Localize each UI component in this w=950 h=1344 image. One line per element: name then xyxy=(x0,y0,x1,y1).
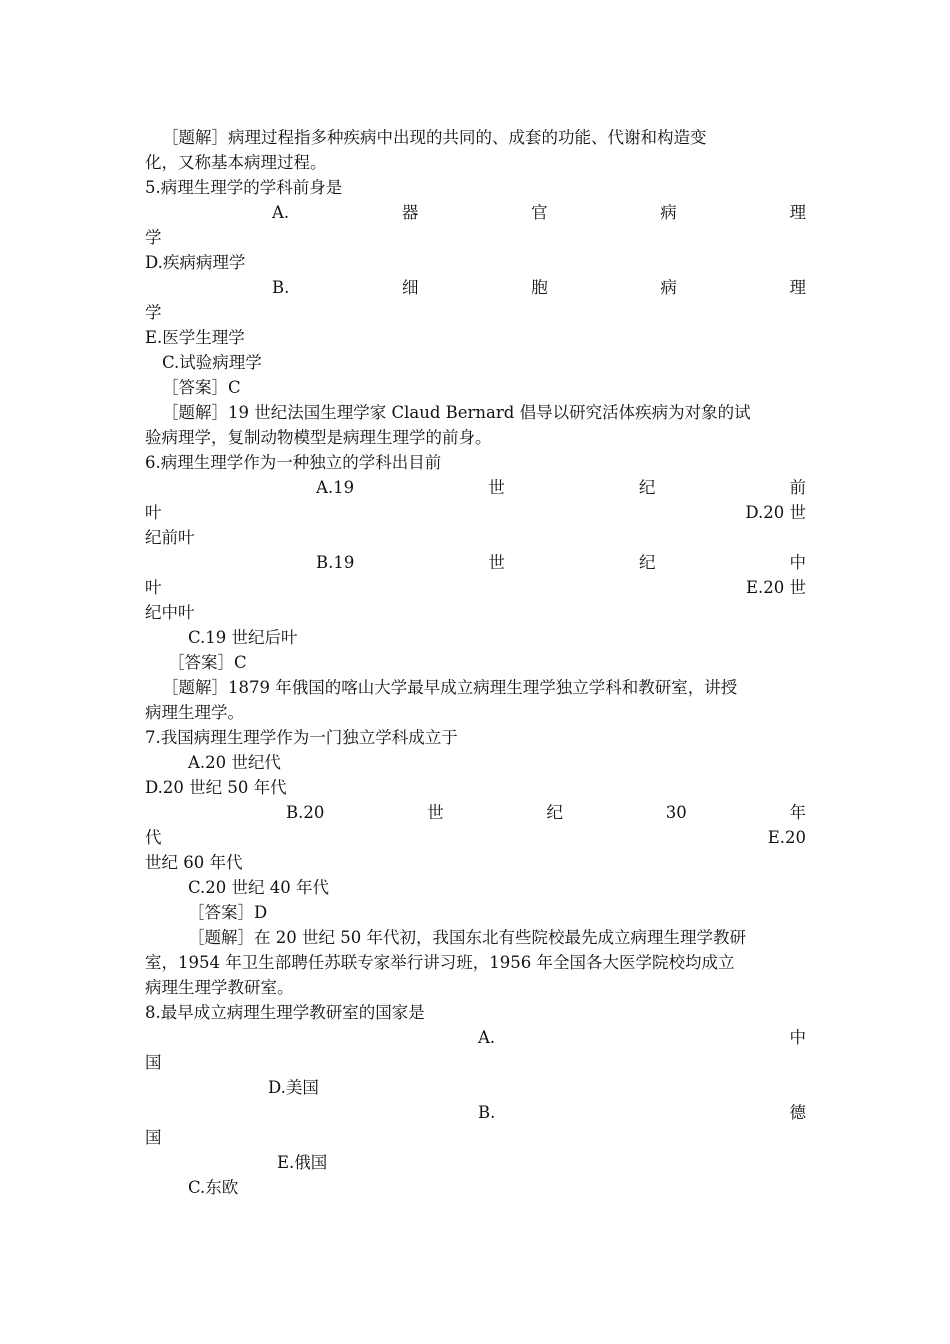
q7-answer: ［答案］D xyxy=(188,903,268,922)
q6-answer: ［答案］C xyxy=(168,653,247,672)
q5-option-b-part: 理 xyxy=(789,278,806,297)
q7-explanation-line3: 病理生理学教研室。 xyxy=(145,978,294,997)
q4-explanation-line1: ［题解］病理过程指多种疾病中出现的共同的、成套的功能、代谢和构造变 xyxy=(162,128,707,147)
q7-option-b-part: 30 xyxy=(665,803,687,822)
q8-option-a xyxy=(478,1025,806,1050)
q6-option-b xyxy=(316,550,806,575)
q8-stem: 8.最早成立病理生理学教研室的国家是 xyxy=(145,1003,425,1022)
q8-option-c: C.东欧 xyxy=(188,1178,239,1197)
q7-stem: 7.我国病理生理学作为一门独立学科成立于 xyxy=(145,728,458,747)
q8-option-a-wrap: 国 xyxy=(145,1053,162,1072)
q5-answer: ［答案］C xyxy=(162,378,241,397)
q5-option-a-wrap: 学 xyxy=(145,228,162,247)
q7-option-b-part: 年 xyxy=(789,803,806,822)
q8-option-d: D.美国 xyxy=(268,1078,319,1097)
q7-option-b-wrap-row xyxy=(145,825,806,850)
q5-stem: 5.病理生理学的学科前身是 xyxy=(145,178,343,197)
q8-option-b-wrap: 国 xyxy=(145,1128,162,1147)
q8-option-e: E.俄国 xyxy=(277,1153,328,1172)
q8-option-b xyxy=(478,1100,806,1125)
q7-explanation-line1: ［题解］在 20 世纪 50 年代初，我国东北有些院校最先成立病理生理学教研 xyxy=(188,928,746,947)
q6-option-a-wrap: 叶 xyxy=(145,503,162,522)
q8-option-a-part: 中 xyxy=(789,1028,806,1047)
q6-option-a-part: A.19 xyxy=(316,478,355,497)
q7-option-b xyxy=(286,800,806,825)
q6-option-a-part: 纪 xyxy=(638,478,656,497)
q7-option-b-wrap: 代 xyxy=(145,828,162,847)
q6-option-e: E.20 世 xyxy=(745,578,806,597)
q5-option-e: E.医学生理学 xyxy=(145,328,245,347)
q5-option-b-part: 胞 xyxy=(531,278,548,297)
q7-option-b-part: 世 xyxy=(427,803,444,822)
q5-explanation-line2: 验病理学，复制动物模型是病理生理学的前身。 xyxy=(145,428,492,447)
q6-option-e-wrap: 纪中叶 xyxy=(145,603,195,622)
q8-option-b-part: B. xyxy=(478,1103,496,1122)
q5-option-a-part: 病 xyxy=(660,203,677,222)
q6-option-a-part: 世 xyxy=(488,478,505,497)
q6-option-d-wrap: 纪前叶 xyxy=(145,528,195,547)
q6-option-b-wrap: 叶 xyxy=(145,578,162,597)
q5-explanation-line1: ［题解］19 世纪法国生理学家 Claud Bernard 倡导以研究活体疾病为对象的试 xyxy=(162,403,751,422)
q5-option-c: C.试验病理学 xyxy=(162,353,262,372)
q6-option-d: D.20 世 xyxy=(745,503,806,522)
q6-option-b-part: 中 xyxy=(789,553,806,572)
q7-explanation-line2: 室，1954 年卫生部聘任苏联专家举行讲习班，1956 年全国各大医学院校均成立 xyxy=(145,953,735,972)
q4-explanation-line2: 化，又称基本病理过程。 xyxy=(145,153,327,172)
q6-option-b-wrap-row xyxy=(145,575,806,600)
q6-option-b-part: 纪 xyxy=(638,553,656,572)
q5-option-a-part: 器 xyxy=(401,203,419,222)
q5-option-a-part: 理 xyxy=(789,203,806,222)
q7-option-b-part: B.20 xyxy=(286,803,325,822)
q8-option-b-part: 德 xyxy=(789,1103,806,1122)
q5-option-b-part: 病 xyxy=(660,278,677,297)
q5-option-b xyxy=(272,275,806,300)
q7-option-c: C.20 世纪 40 年代 xyxy=(188,878,330,897)
q5-option-a xyxy=(272,200,806,225)
q5-option-b-part: 细 xyxy=(402,278,419,297)
q8-option-a-part: A. xyxy=(478,1028,496,1047)
q6-explanation-line2: 病理生理学。 xyxy=(145,703,244,722)
q6-option-c: C.19 世纪后叶 xyxy=(188,628,298,647)
q7-option-e-wrap: 世纪 60 年代 xyxy=(145,853,243,872)
q5-option-a-part: A. xyxy=(272,203,290,222)
q7-option-d: D.20 世纪 50 年代 xyxy=(145,778,287,797)
q7-option-b-part: 纪 xyxy=(546,803,563,822)
q6-option-b-part: 世 xyxy=(488,553,505,572)
q5-option-a-part: 官 xyxy=(531,203,548,222)
q6-option-a-part: 前 xyxy=(789,478,806,497)
q6-option-a xyxy=(316,475,806,500)
q6-option-b-part: B.19 xyxy=(316,553,355,572)
q5-option-b-part: B. xyxy=(272,278,290,297)
q6-stem: 6.病理生理学作为一种独立的学科出目前 xyxy=(145,453,442,472)
q5-option-d: D.疾病病理学 xyxy=(145,253,246,272)
q7-option-e: E.20 xyxy=(767,828,806,847)
q7-option-a: A.20 世纪代 xyxy=(188,753,281,772)
q6-option-a-wrap-row xyxy=(145,500,806,525)
q6-explanation-line1: ［题解］1879 年俄国的喀山大学最早成立病理生理学独立学科和教研室，讲授 xyxy=(162,678,738,697)
q5-option-b-wrap: 学 xyxy=(145,303,162,322)
